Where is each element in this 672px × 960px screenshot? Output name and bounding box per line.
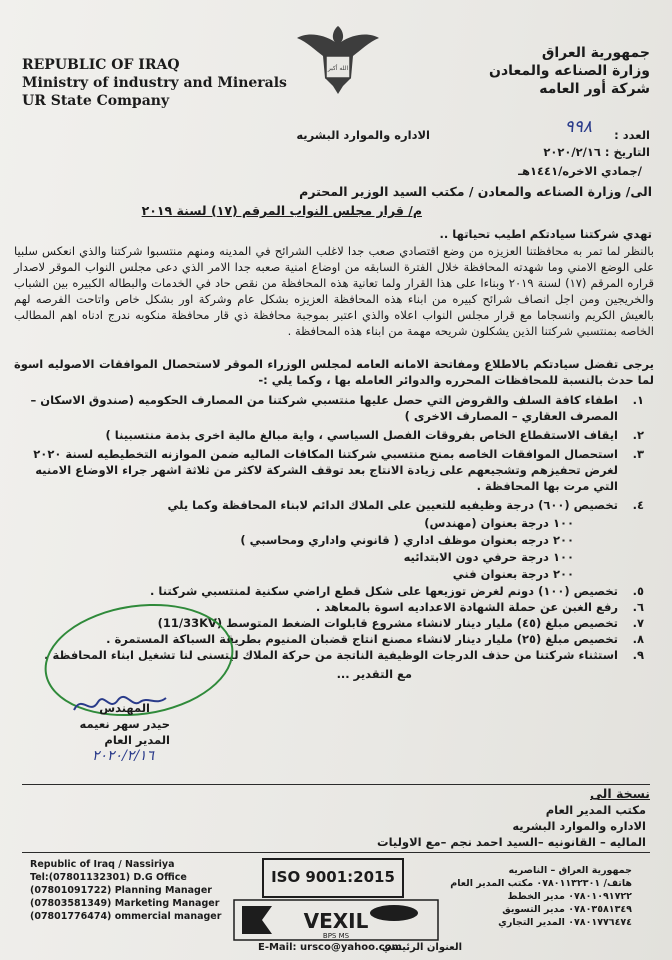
ar-line-3: شركة أور العامه [539,81,650,97]
english-letterhead [22,56,287,110]
sub-item: ١٠٠ درجة بعنوان (مهندس) [424,516,574,530]
list-item: ٧. تخصيص مبلغ (٤٥) مليار دينار لانشاء مشروع قابلوات الضغط المتوسط (11/33KV) [157,616,644,630]
emblem-text: الله أكبر [327,65,349,72]
date-label: التاريخ : ٢٠٢٠/٢/١٦ [543,145,650,159]
copy-recipient: الماليه – القانونيه –السيد احمد نجم –مع الاوليات [377,835,646,849]
signature-name: حيدر سهر نعيمه [79,717,170,731]
signature-title-2: المدير العام [104,733,170,747]
body-paragraph-2: يرجى تفضل سيادتكم بالاطلاع ومفاتحة الامانه العامه لمجلس الوزراء الموقر لاستحصال الموافقات الاصوليه اسوة لما حدث بالنسبة للمحافظات المحرره والدوائر العامله بها ، وكما يلي :- [14,357,654,387]
list-item: ٥. تخصيص (١٠٠) دونم لغرض توزيعها على شكل قطع اراضي سكنية لمنتسبي شركتنا . [150,584,644,598]
en-line-2: Ministry of industry and Minerals [22,75,287,91]
footer-english-contacts: Republic of Iraq / Nassiriya Tel:(07801132301) D.G Office (07801091722) Planning Manager (07803581349) Marketing Manager (07801776474) ommercial manager [30,859,222,922]
closing-text: مع التقدير ... [336,667,412,681]
eagle-emblem-icon [293,20,383,100]
greeting: تهدي شركتنا سيادتكم اطيب تحياتها .. [439,227,652,241]
list-item: ٣. استحصال الموافقات الخاصه بمنح منتسبي شركتنا المكافات الماليه ضمن الموازنه التخطيطيه لسنة ٢٠٢٠ لغرض تحفيزهم وتشجيعهم على زيادة الانتاج بعد توقف الشركة لاكثر من ثلاثة اشهر جراء الاوضاع الامنيه التي مرت بها المحافظة . [33,447,644,493]
signature-date: ٢٠٢٠/٢/١٦ [92,748,155,764]
list-item: ٨. تخصيص مبلغ (٢٥) مليار دينار لانشاء مصنع انتاج قضبان المنيوم بطريقة السباكة المستمرة . [106,632,644,646]
vexil-name: VEXIL [303,909,369,933]
body-paragraph-1: بالنظر لما تمر به محافظتنا العزيزه من وضع اقتصادي صعب جدا لاغلب الشرائح في المدينه ومنهم منتسبوا شركتنا والذي انعكس سلبيا على الوضع الامني وما شهدته المحافظة خلال الفترة السابقه من اوضاع امنية صعبه جدا الامر الذي دعى مجلس النواب الموقر لاصدار قراره المرقم (١٧) لسنة ٢٠١٩ وبناءا على هذا القرار ولما تعانية هذه المحافظة من نقص حاد في الخدمات والبطاله الكبيره بين الشباب والخريجين ومن اجل انصاف شرائح كبيره من ابناء هذه المحافظة العزيزه بشكل عام وشركة اور بشكل خاص واتاحت الفرصه لهم بالعيش الكريم وانسجاما مع قرار مجلس النواب اعلاه والذي اعتبر بموجبة محافظة ذي قار محافظة منكوبه ندرج ادناه اهم المطالب الخاصه بمنتسبي شركتنا الذين يشكلون شريحه مهمة من ابناء هذه المحافظة . [14,244,655,338]
sub-list [18,515,644,583]
en-line-3: UR State Company [22,93,170,109]
addressee-line: الى/ وزارة الصناعه والمعادن / مكتب السيد الوزير المحترم [299,184,652,199]
sub-item: ١٠٠ درجة حرفي دون الابتدائيه [403,550,574,564]
arabic-letterhead [489,44,650,98]
footer-address-label: العنوان الرئيسي [381,942,462,953]
ar-line-2: وزارة الصناعه والمعادن [489,63,650,79]
list-item: ٤. تخصيص (٦٠٠) درجة وظيفيه للتعيين على الملاك الدائم لابناء المحافظة وكما يلي [167,498,644,512]
copy-recipient: مكتب المدير العام [545,803,646,817]
list-item: ٢. ايقاف الاستقطاع الخاص بفروقات الفصل السياسي ، واية مبالغ مالية اخرى بذمة منتسبينا ) [105,428,644,442]
signature-title-1: المهندس [99,701,150,715]
ar-line-1: جمهورية العراق [541,45,650,61]
footer-divider [22,852,650,853]
number-label: العدد : [614,128,650,142]
footer-email: E-Mail: ursco@yahoo.com [258,942,402,953]
number-value: ٩٩٨ [564,117,592,137]
department-label: الاداره والموارد البشريه [296,128,430,142]
divider-line [22,784,650,785]
vexil-logo-icon [232,898,440,942]
en-line-1: REPUBLIC OF IRAQ [22,57,180,73]
copy-recipient: الاداره والموارد البشريه [512,819,646,833]
list-item: ٦. رفع الغبن عن حملة الشهادة الاعداديه اسوة بالمعاهد . [315,600,644,614]
hijri-date: /جمادي الاخره/١٤٤١هـ [518,164,642,178]
sub-item: ٢٠٠ درجة بعنوان فني [452,567,574,581]
footer-arabic-contacts: جمهورية العراق – الناصريه هاتف/ ٠٧٨٠١١٣٢٣٠١ مكتب المدير العام ٠٧٨٠١٠٩١٧٢٢ مدير الخطط ٠٧٨٠٣٥٨١٣٤٩ مدير التسويق ٠٧٨٠١٧٧٦٤٧٤ المدير التجاري [450,865,632,928]
sub-item: ٢٠٠ درجه بعنوان موظف اداري ( قانوني واداري ومحاسبي ) [240,533,574,547]
vexil-sub: BPS MS [322,932,350,940]
list-item: ٩. استثناء شركتنا من حذف الدرجات الوظيفية الناتجة من حركة الملاك ليتسنى لنا تشغيل ابناء المحافظة . [44,648,644,662]
subject-line: م/ قرار مجلس النواب المرقم (١٧) لسنة ٢٠١٩ [141,203,422,218]
copies-list [377,802,646,850]
copies-label: نسخة الى [590,786,650,801]
list-item: ١. اطفاء كافة السلف والقروض التي حصل عليها منتسبي شركتنا من المصارف الحكوميه (صندوق الاسكان – المصرف العقاري – المصارف الاخرى ) [30,393,644,423]
iso-badge: ISO 9001:2015 [262,858,404,898]
